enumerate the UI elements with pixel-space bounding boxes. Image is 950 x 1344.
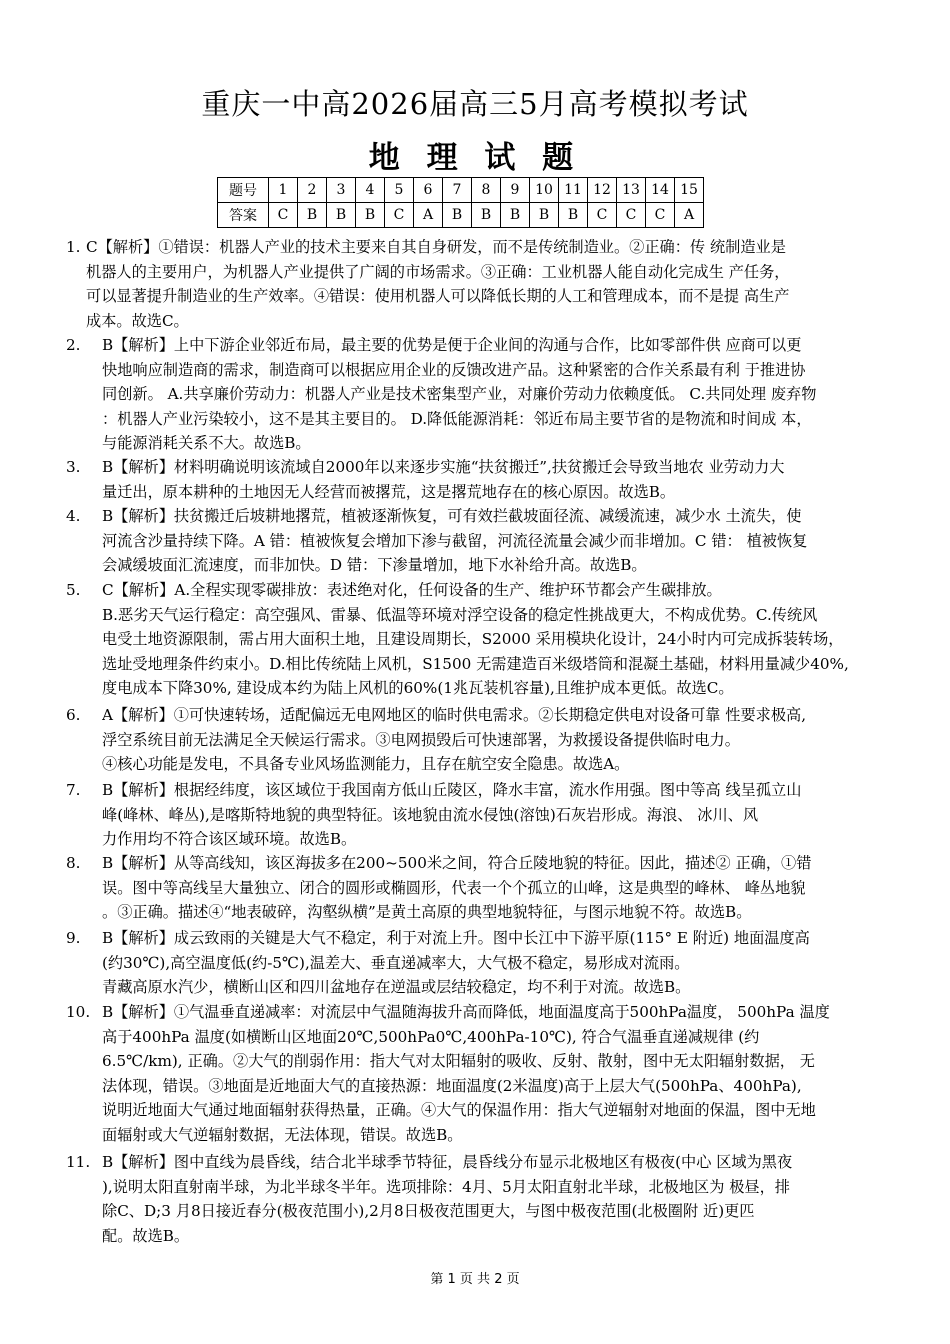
answer-cell: A (414, 203, 443, 228)
answer-explanation-item (66, 578, 886, 701)
question-number-cell: 8 (472, 178, 501, 203)
item-number: 8. (66, 854, 81, 872)
explanation-line: 力作用均不符合该区域环境。故选B。 (102, 830, 357, 849)
answer-cell: B (530, 203, 559, 228)
explanation-line: B【解析】上中下游企业邻近布局，最主要的优势是便于企业间的沟通与合作，比如零部件供 应商可以更 (102, 336, 802, 354)
explanation-line: 电受土地资源限制，需占用大面积土地，且建设周期长，S2000 采用模块化设计，24小时内可完成拆装转场， (102, 630, 844, 649)
item-number: 3. (66, 458, 81, 476)
page-subtitle: 地 理 试 题 (368, 140, 582, 176)
explanation-line: 成本。故选C。 (86, 311, 189, 330)
explanation-line: 青藏高原水汽少，横断山区和四川盆地存在逆温或层结较稳定，均不利于对流。故选B。 (102, 978, 691, 997)
question-number-cell: 7 (443, 178, 472, 203)
question-number-cell: 5 (385, 178, 414, 203)
answer-cell: B (559, 203, 588, 228)
question-number-cell: 1 (269, 178, 298, 203)
explanation-line: B【解析】图中直线为晨昏线，结合北半球季节特征，晨昏线分布显示北极地区有极夜(中心 区域为黑夜 (102, 1153, 793, 1171)
answer-table (217, 177, 704, 228)
question-number-cell: 14 (646, 178, 675, 203)
explanation-line: 河流含沙量持续下降。A 错：植被恢复会增加下渗与截留，河流径流量会减少而非增加。C 错： 植被恢复 (102, 531, 808, 550)
explanation-line: 会减缓坡面汇流速度，而非加快。D 错：下渗量增加，地下水补给升高。故选B。 (102, 556, 647, 575)
item-number: 6. (66, 706, 81, 724)
page-title: 重庆一中高2026届高三5月高考模拟考试 (201, 87, 749, 121)
answer-cell: B (472, 203, 501, 228)
answer-explanation-item (66, 1150, 886, 1248)
row-label: 答案 (218, 203, 269, 228)
explanation-line: B【解析】①气温垂直递减率：对流层中气温随海拔升高而降低，地面温度高于500hPa温度， 500hPa 温度 (102, 1003, 830, 1021)
answer-explanation-item (66, 851, 886, 925)
answer-cell: C (617, 203, 646, 228)
explanation-line: ④核心功能是发电，不具备专业风场监测能力，且存在航空安全隐患。故选A。 (102, 755, 630, 774)
answer-explanation-item (66, 235, 886, 333)
explanation-line: 度电成本下降30%, 建设成本约为陆上风机的60%(1兆瓦装机容量),且维护成本更低。故选C。 (102, 679, 734, 698)
explanation-line: 。③正确。描述④“地表破碎，沟壑纵横”是黄土高原的典型地貌特征，与图示地貌不符。故选B。 (102, 903, 752, 922)
question-number-cell: 10 (530, 178, 559, 203)
explanation-line: B【解析】成云致雨的关键是大气不稳定，利于对流上升。图中长江中下游平原(115° E 附近) 地面温度高 (102, 929, 810, 947)
explanation-line: 峰(峰林、峰丛),是喀斯特地貌的典型特征。该地貌由流水侵蚀(溶蚀)石灰岩形成。海浪、 冰川、风 (102, 805, 759, 824)
item-number: 4. (66, 507, 81, 525)
explanation-line: C【解析】①错误：机器人产业的技术主要来自其自身研发，而不是传统制造业。②正确：传 统制造业是 (86, 238, 786, 256)
explanation-line: 说明近地面大气通过地面辐射获得热量，正确。④大气的保温作用：指大气逆辐射对地面的保温，图中无地 (102, 1101, 816, 1120)
question-number-cell: 11 (559, 178, 588, 203)
question-number-cell: 4 (356, 178, 385, 203)
question-number-cell: 12 (588, 178, 617, 203)
item-number: 10. (66, 1003, 91, 1021)
question-number-cell: 2 (298, 178, 327, 203)
question-number-cell: 3 (327, 178, 356, 203)
answer-table-answer-row (218, 203, 704, 228)
answer-explanation-item (66, 504, 886, 578)
explanation-line: 与能源消耗关系不大。故选B。 (102, 434, 311, 453)
answer-cell: B (356, 203, 385, 228)
explanation-line: 选址受地理条件约束小。D.相比传统陆上风机，S1500 无需建造百米级塔筒和混凝土基础，材料用量减少40%, (102, 654, 849, 673)
explanation-line: B【解析】扶贫搬迁后坡耕地撂荒，植被逐渐恢复，可有效拦截坡面径流、减缓流速，减少水 土流失，使 (102, 507, 802, 525)
answer-explanation-item (66, 926, 886, 1000)
answer-table-number-row (218, 178, 704, 203)
explanation-line: 法体现，错误。③地面是近地面大气的直接热源：地面温度(2米温度)高于上层大气(500hPa、400hPa), (102, 1076, 802, 1095)
item-number: 11. (66, 1153, 91, 1171)
answer-explanation-item (66, 703, 886, 777)
explanation-line: B.恶劣天气运行稳定：高空强风、雷暴、低温等环境对浮空设备的稳定性挑战更大，不构成优势。C.传统风 (102, 605, 818, 624)
answer-cell: A (675, 203, 704, 228)
explanation-line: 误。图中等高线呈大量独立、闭合的圆形或椭圆形，代表一个个孤立的山峰，这是典型的峰林、 峰丛地貌 (102, 878, 806, 897)
answer-cell: C (269, 203, 298, 228)
explanation-line: 面辐射或大气逆辐射数据，无法体现，错误。故选B。 (102, 1125, 463, 1144)
explanation-line: (约30℃),高空温度低(约-5℃),温差大、垂直递减率大，大气极不稳定，易形成对流雨。 (102, 953, 690, 972)
explanation-line: 机器人的主要用户，为机器人产业提供了广阔的市场需求。③正确：工业机器人能自动化完成生 产任务， (86, 262, 790, 281)
answer-explanation-item (66, 778, 886, 852)
answer-cell: C (646, 203, 675, 228)
explanation-line: 高于400hPa 温度(如横断山区地面20℃,500hPa0℃,400hPa-10℃), 符合气温垂直递减规律 (约 (102, 1027, 760, 1046)
question-number-cell: 9 (501, 178, 530, 203)
explanation-line: 6.5℃/km), 正确。②大气的削弱作用：指大气对太阳辐射的吸收、反射、散射，图中无太阳辐射数据， 无 (102, 1052, 815, 1071)
explanation-line: B【解析】从等高线知，该区海拔多在200~500米之间，符合丘陵地貌的特征。因此，描述② 正确，①错 (102, 854, 812, 872)
answer-explanation-item (66, 333, 886, 456)
explanation-line: 浮空系统目前无法满足全天候运行需求。③电网损毁后可快速部署，为救援设备提供临时电力。 (102, 730, 740, 749)
explanation-line: 量迁出，原本耕种的土地因无人经营而被撂荒，这是撂荒地存在的核心原因。故选B。 (102, 482, 676, 501)
answer-explanation-item (66, 455, 886, 504)
explanation-line: 快地响应制造商的需求，制造商可以根据应用企业的反馈改进产品。这种紧密的合作关系最有利 于推进协 (102, 360, 806, 379)
explanation-line: A【解析】①可快速转场，适配偏远无电网地区的临时供电需求。②长期稳定供电对设备可靠 性要求极高, (102, 706, 807, 724)
item-number: 9. (66, 929, 81, 947)
answer-cell: B (327, 203, 356, 228)
answer-cell: C (385, 203, 414, 228)
explanation-line: 同创新。 A.共享廉价劳动力：机器人产业是技术密集型产业，对廉价劳动力依赖度低。 C.共同处理 废弃物 (102, 385, 817, 404)
item-number: 7. (66, 781, 81, 799)
item-number: 1. (66, 238, 81, 256)
explanation-line: B【解析】材料明确说明该流域自2000年以来逐步实施“扶贫搬迁”,扶贫搬迁会导致当地农 业劳动力大 (102, 458, 785, 476)
explanation-line: 除C、D;3 月8日接近春分(极夜范围小),2月8日极夜范围更大，与图中极夜范围(北极圈附 近)更匹 (102, 1202, 755, 1221)
row-label: 题号 (218, 178, 269, 203)
explanation-line: 可以显著提升制造业的生产效率。④错误：使用机器人可以降低长期的人工和管理成本，而不是提 高生产 (86, 287, 790, 306)
item-number: 2. (66, 336, 81, 354)
explanation-line: ),说明太阳直射南半球，为北半球冬半年。选项排除：4月、5月太阳直射北半球，北极地区为 极昼，排 (102, 1177, 790, 1196)
explanation-line: C【解析】A.全程实现零碳排放：表述绝对化，任何设备的生产、维护环节都会产生碳排放。 (102, 581, 722, 599)
explanation-line: B【解析】根据经纬度，该区域位于我国南方低山丘陵区，降水丰富，流水作用强。图中等高 线呈孤立山 (102, 781, 802, 799)
answer-cell: C (588, 203, 617, 228)
question-number-cell: 15 (675, 178, 704, 203)
item-number: 5. (66, 581, 81, 599)
page-footer: 第 1 页 共 2 页 (430, 1272, 520, 1287)
answer-explanation-item (66, 1000, 886, 1148)
answer-cell: B (298, 203, 327, 228)
explanation-line: ：机器人产业污染较小，这不是其主要目的。 D.降低能源消耗：邻近布局主要节省的是物流和时间成 本， (102, 409, 812, 428)
explanation-line: 配。故选B。 (102, 1226, 190, 1245)
question-number-cell: 13 (617, 178, 646, 203)
question-number-cell: 6 (414, 178, 443, 203)
answer-cell: B (501, 203, 530, 228)
answer-cell: B (443, 203, 472, 228)
